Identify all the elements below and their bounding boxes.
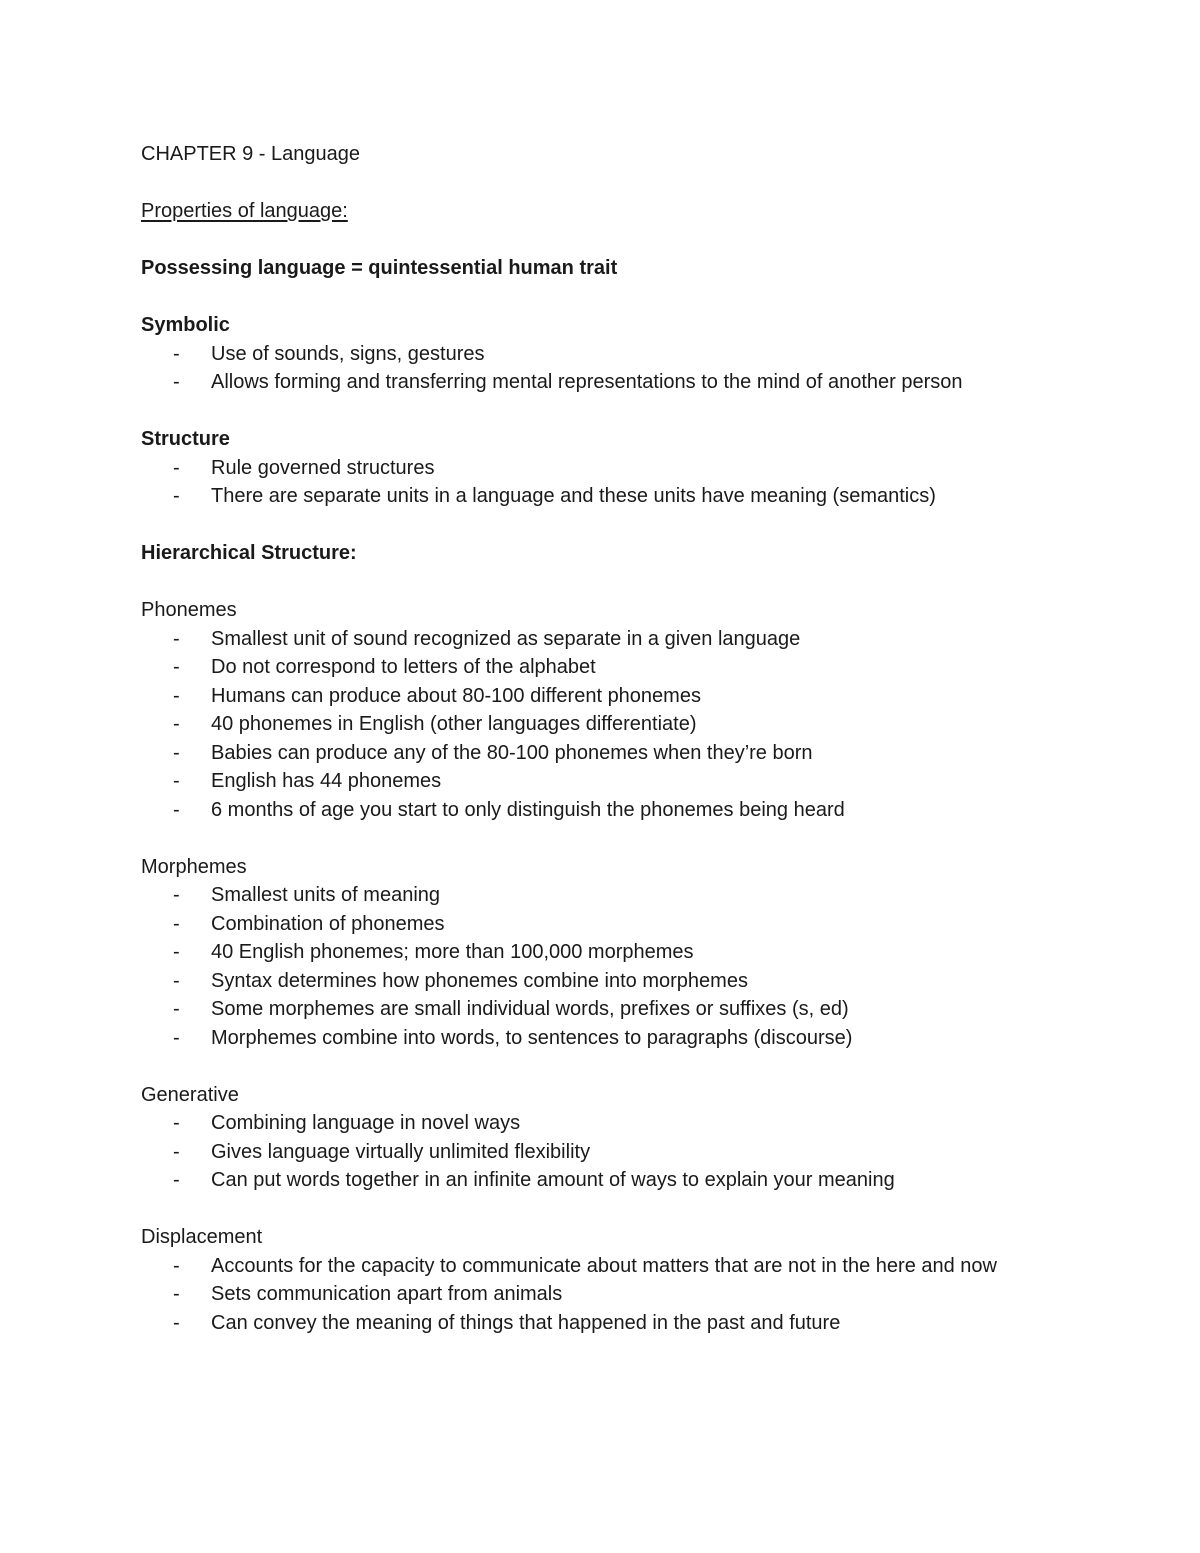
dash-marker: - bbox=[173, 741, 180, 764]
dash-marker: - bbox=[173, 798, 180, 821]
dash-marker: - bbox=[173, 770, 180, 792]
dash-marker: - bbox=[173, 342, 180, 365]
subsection-heading: Morphemes bbox=[141, 855, 247, 878]
dash-marker: - bbox=[173, 371, 180, 393]
dash-marker: - bbox=[173, 1254, 180, 1277]
dash-marker: - bbox=[173, 1283, 180, 1305]
list-item: - Use of sounds, signs, gestures bbox=[141, 340, 1021, 369]
list-item: - Sets communication apart from animals bbox=[141, 1280, 1021, 1309]
subsection-phonemes bbox=[141, 596, 1041, 824]
dash-marker: - bbox=[173, 713, 180, 735]
bullet-list bbox=[141, 454, 1041, 511]
list-item: - Can put words together in an infinite amount of ways to explain your meaning bbox=[141, 1166, 1021, 1195]
subsection-generative bbox=[141, 1081, 1041, 1195]
bullet-list bbox=[141, 881, 1041, 1052]
section-heading: Structure bbox=[141, 428, 230, 450]
bullet-list bbox=[141, 340, 1041, 397]
list-item: - There are separate units in a language and these units have meaning (semantics) bbox=[141, 482, 1021, 511]
section-subtitle: Properties of language: bbox=[141, 200, 348, 222]
subsection-morphemes bbox=[141, 853, 1041, 1053]
list-item: - 40 English phonemes; more than 100,000 morphemes bbox=[141, 938, 1021, 967]
list-item: - Smallest unit of sound recognized as separate in a given language bbox=[141, 625, 1021, 654]
list-item: - Can convey the meaning of things that happened in the past and future bbox=[141, 1309, 1021, 1338]
list-item: - Babies can produce any of the 80-100 phonemes when they’re born bbox=[141, 739, 1021, 768]
subsection-heading: Generative bbox=[141, 1083, 239, 1106]
hierarchical-heading: Hierarchical Structure: bbox=[141, 542, 357, 564]
list-item: - English has 44 phonemes bbox=[141, 767, 1021, 796]
dash-marker: - bbox=[173, 941, 180, 963]
dash-marker: - bbox=[173, 656, 180, 678]
list-item: - Gives language virtually unlimited flexibility bbox=[141, 1138, 1021, 1167]
list-item: - Do not correspond to letters of the alphabet bbox=[141, 653, 1021, 682]
dash-marker: - bbox=[173, 884, 180, 906]
dash-marker: - bbox=[173, 969, 180, 992]
section-structure bbox=[141, 425, 1041, 511]
dash-marker: - bbox=[173, 485, 180, 507]
list-item: - Morphemes combine into words, to sentences to paragraphs (discourse) bbox=[141, 1024, 1021, 1053]
dash-marker: - bbox=[173, 684, 180, 707]
thesis-statement: Possessing language = quintessential human trait bbox=[141, 257, 618, 279]
dash-marker: - bbox=[173, 998, 180, 1020]
list-item: - Rule governed structures bbox=[141, 454, 1021, 483]
dash-marker: - bbox=[173, 456, 180, 479]
dash-marker: - bbox=[173, 912, 180, 935]
list-item: - 6 months of age you start to only distinguish the phonemes being heard bbox=[141, 796, 1021, 825]
list-item: - Some morphemes are small individual words, prefixes or suffixes (s, ed) bbox=[141, 995, 1021, 1024]
list-item: - Smallest units of meaning bbox=[141, 881, 1021, 910]
list-item: - Allows forming and transferring mental representations to the mind of another person bbox=[141, 368, 1021, 397]
list-item: - Combining language in novel ways bbox=[141, 1109, 1021, 1138]
dash-marker: - bbox=[173, 1140, 180, 1163]
list-item: - Combination of phonemes bbox=[141, 910, 1021, 939]
dash-marker: - bbox=[173, 1026, 180, 1049]
bullet-list bbox=[141, 625, 1041, 825]
list-item: - Accounts for the capacity to communicate about matters that are not in the here and now bbox=[141, 1252, 1021, 1281]
dash-marker: - bbox=[173, 1112, 180, 1134]
bullet-list bbox=[141, 1252, 1041, 1338]
list-item: - Humans can produce about 80-100 different phonemes bbox=[141, 682, 1021, 711]
dash-marker: - bbox=[173, 1311, 180, 1334]
section-symbolic bbox=[141, 311, 1041, 397]
list-item: - 40 phonemes in English (other languages differentiate) bbox=[141, 710, 1021, 739]
list-item: - Syntax determines how phonemes combine into morphemes bbox=[141, 967, 1021, 996]
page-title: CHAPTER 9 - Language bbox=[141, 143, 361, 165]
dash-marker: - bbox=[173, 627, 180, 650]
document-page bbox=[141, 140, 1041, 1337]
subsection-heading: Phonemes bbox=[141, 599, 237, 621]
section-heading: Symbolic bbox=[141, 314, 230, 336]
subsection-displacement bbox=[141, 1223, 1041, 1337]
bullet-list bbox=[141, 1109, 1041, 1195]
dash-marker: - bbox=[173, 1169, 180, 1191]
subsection-heading: Displacement bbox=[141, 1226, 263, 1248]
